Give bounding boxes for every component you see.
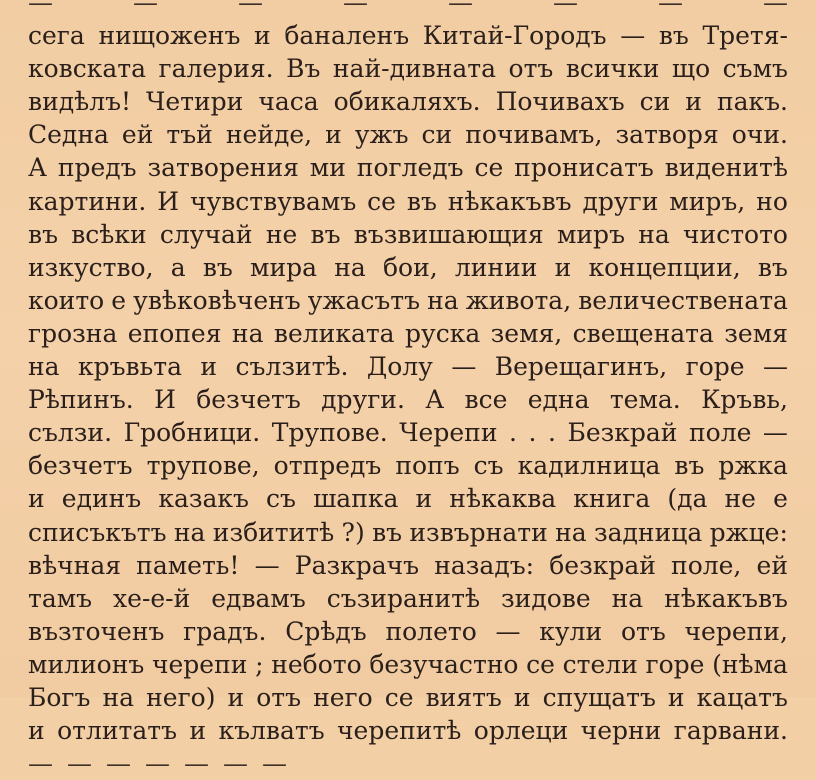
word: линии xyxy=(454,252,538,282)
word: Третя- xyxy=(702,21,788,51)
word: Трупове. xyxy=(271,418,388,448)
word: въ xyxy=(310,219,341,249)
word: черепитѣ xyxy=(337,716,462,746)
word: попъ xyxy=(395,451,460,481)
word: картини. xyxy=(28,186,147,216)
word: отъ xyxy=(620,616,666,646)
word: черни xyxy=(580,716,662,746)
word: черепи, xyxy=(684,616,788,646)
word: и xyxy=(513,682,531,712)
text-line xyxy=(28,615,788,648)
word: — xyxy=(28,0,53,17)
text-line xyxy=(28,549,788,582)
word: ?) xyxy=(341,517,365,547)
word: въ xyxy=(658,21,689,51)
word: случай xyxy=(159,219,253,249)
word: почивамъ, xyxy=(465,120,603,150)
word: — xyxy=(133,0,158,17)
word: — xyxy=(106,749,131,779)
word: що xyxy=(671,54,711,84)
word: епопея xyxy=(127,318,222,348)
word: възточенъ xyxy=(28,616,165,646)
word: затворя xyxy=(615,120,719,150)
word: безучастно xyxy=(369,649,519,679)
word: спущатъ xyxy=(542,682,656,712)
word: А xyxy=(28,153,47,183)
text-line xyxy=(28,52,788,85)
word: тъй xyxy=(166,120,213,150)
word: възвишающия xyxy=(353,219,544,249)
word: е xyxy=(111,285,127,315)
word: Рѣпинъ. xyxy=(28,385,134,415)
word: отлитатъ xyxy=(57,716,177,746)
word: трупове, xyxy=(146,451,260,481)
word: — xyxy=(620,21,646,51)
word: земя, xyxy=(490,318,563,348)
text-line xyxy=(28,118,788,151)
text-line xyxy=(28,482,788,515)
word: И xyxy=(157,186,180,216)
word: Разкрачъ xyxy=(294,550,420,580)
word: Верещагинъ, xyxy=(494,352,668,382)
word: И xyxy=(154,385,176,415)
word: сълзитѣ. xyxy=(235,352,349,382)
word: въ xyxy=(202,252,233,282)
word: тема. xyxy=(609,385,681,415)
word: земя xyxy=(724,318,788,348)
word: — xyxy=(762,418,788,448)
word: отпредъ xyxy=(273,451,382,481)
word: а xyxy=(170,252,186,282)
word: — xyxy=(448,0,473,17)
word: въ xyxy=(28,219,58,249)
word: си xyxy=(421,120,453,150)
word: въ xyxy=(757,252,788,282)
word: — xyxy=(145,749,170,779)
word: поле, xyxy=(671,550,742,580)
text-line xyxy=(28,218,788,251)
word: чувствувамъ xyxy=(189,186,357,216)
word: списъкътъ xyxy=(28,517,167,547)
text-line xyxy=(28,383,788,416)
word: кадилница xyxy=(517,451,661,481)
word: нѣкакъвъ xyxy=(447,186,572,216)
word: . xyxy=(547,418,556,448)
word: — xyxy=(67,749,92,779)
word: и xyxy=(685,87,702,117)
word: — xyxy=(343,0,368,17)
word: други xyxy=(582,186,659,216)
word: отъ xyxy=(508,54,554,84)
word: и xyxy=(254,21,271,51)
word: и xyxy=(28,716,45,746)
word: вѣчная xyxy=(28,550,122,580)
word: на xyxy=(28,352,60,382)
word: не xyxy=(724,484,756,514)
word: е xyxy=(773,484,788,514)
word: живота, xyxy=(465,285,572,315)
word: Черепи xyxy=(399,418,498,448)
word: черепи xyxy=(151,649,248,679)
word: безчетъ xyxy=(196,385,301,415)
word: на xyxy=(638,219,670,249)
word: Гробници. xyxy=(123,418,261,448)
text-line xyxy=(28,648,788,681)
word: небото xyxy=(271,649,362,679)
word: А xyxy=(425,385,445,415)
word: нейде, xyxy=(225,120,313,150)
word: Безкрай xyxy=(567,418,678,448)
word: — xyxy=(762,352,788,382)
word: ей xyxy=(756,550,788,580)
text-line xyxy=(28,681,788,714)
word: все xyxy=(464,385,508,415)
word: — xyxy=(238,0,263,17)
word: тамъ xyxy=(28,583,93,613)
word: ржка xyxy=(718,451,788,481)
word: едвамъ xyxy=(211,583,306,613)
word: на xyxy=(555,517,587,547)
word: на xyxy=(334,252,366,282)
word: него xyxy=(313,682,373,712)
word: баналенъ xyxy=(284,21,410,51)
word: видѣлъ! xyxy=(28,87,132,117)
word: се xyxy=(526,649,555,679)
word: нѣкаква xyxy=(449,484,557,514)
word: въ xyxy=(372,517,403,547)
word: полето xyxy=(385,616,477,646)
word: най-дивната xyxy=(332,54,497,84)
word: шапка xyxy=(313,484,399,514)
text-line xyxy=(28,19,788,52)
word: казакъ xyxy=(158,484,249,514)
word: ; xyxy=(255,649,264,679)
word: бои, xyxy=(382,252,438,282)
word: се xyxy=(474,153,504,183)
word: въ xyxy=(674,451,705,481)
word: безкрай xyxy=(549,550,656,580)
word: предъ xyxy=(57,153,137,183)
word: на xyxy=(102,682,135,712)
word: избититѣ xyxy=(212,517,335,547)
word: погледъ xyxy=(356,153,464,183)
word: (нѣма xyxy=(712,649,788,679)
word: руска xyxy=(405,318,481,348)
text-line xyxy=(28,449,788,482)
word: горе xyxy=(645,649,705,679)
word: назадъ: xyxy=(434,550,535,580)
word: свещената xyxy=(572,318,714,348)
word: се xyxy=(367,186,396,216)
word: Почивахъ xyxy=(495,87,625,117)
word: — xyxy=(262,749,287,779)
text-line xyxy=(28,714,788,747)
text-line xyxy=(28,85,788,118)
word: сълзи. xyxy=(28,418,113,448)
word: ужъ xyxy=(354,120,409,150)
word: Богъ xyxy=(28,682,91,712)
word: и xyxy=(189,716,207,746)
word: обикаляхъ. xyxy=(333,87,481,117)
word: които xyxy=(28,285,105,315)
word: съ xyxy=(266,484,296,514)
word: чистото xyxy=(683,219,788,249)
word: задница xyxy=(594,517,703,547)
word: нищоженъ xyxy=(98,21,241,51)
word: грозна xyxy=(28,318,118,348)
word: градъ. xyxy=(183,616,267,646)
word: и xyxy=(667,682,685,712)
word: кацатъ xyxy=(696,682,788,712)
word: виятъ xyxy=(425,682,502,712)
text-line-cutoff-top xyxy=(28,0,788,19)
word: Седна xyxy=(28,120,109,150)
word: и xyxy=(554,252,572,282)
word: . xyxy=(528,418,537,448)
word: на xyxy=(611,583,644,613)
word: безчетъ xyxy=(28,451,133,481)
word: книга xyxy=(573,484,651,514)
word: Четири xyxy=(146,87,244,117)
text-line-cutoff-bottom xyxy=(28,747,788,780)
word: на xyxy=(231,318,264,348)
word: — xyxy=(184,749,209,779)
word: и xyxy=(28,484,45,514)
word: си xyxy=(639,87,671,117)
text-line xyxy=(28,284,788,317)
word: (да xyxy=(667,484,708,514)
word: не xyxy=(265,219,298,249)
word: гарвани. xyxy=(673,716,788,746)
word: единъ xyxy=(61,484,142,514)
word: него) xyxy=(146,682,216,712)
word: отъ xyxy=(256,682,302,712)
text-line xyxy=(28,416,788,449)
word: — xyxy=(495,616,521,646)
page-text xyxy=(28,0,788,780)
text-line xyxy=(28,582,788,615)
word: Срѣдъ xyxy=(285,616,367,646)
word: очи. xyxy=(731,120,788,150)
word: на xyxy=(427,285,459,315)
word: кълватъ xyxy=(218,716,325,746)
word: орлеци xyxy=(473,716,569,746)
word: — xyxy=(658,0,683,17)
word: увѣковѣченъ xyxy=(133,285,301,315)
word: съзиранитѣ xyxy=(326,583,481,613)
word: и xyxy=(227,682,245,712)
word: зидове xyxy=(501,583,591,613)
word: великата xyxy=(273,318,395,348)
word: други. xyxy=(321,385,405,415)
word: ужасътъ xyxy=(307,285,421,315)
word: . xyxy=(509,418,517,448)
text-line xyxy=(28,317,788,350)
word: и xyxy=(415,484,433,514)
word: миръ xyxy=(556,219,625,249)
word: нѣкакъвъ xyxy=(664,583,788,613)
word: ковската xyxy=(28,54,147,84)
word: виденитѣ xyxy=(664,153,788,183)
word: ржце: xyxy=(709,517,788,547)
word: милионъ xyxy=(28,649,145,679)
word: стели xyxy=(562,649,638,679)
word: затворения xyxy=(147,153,299,183)
word: ми xyxy=(309,153,346,183)
word: една xyxy=(527,385,590,415)
word: галерия. xyxy=(158,54,274,84)
word: паметь! xyxy=(136,550,240,580)
word: въ xyxy=(406,186,437,216)
word: мира xyxy=(250,252,318,282)
word: часа xyxy=(258,87,319,117)
word: — xyxy=(763,0,788,17)
word: хе-е-й xyxy=(113,583,191,613)
word: горе xyxy=(685,352,745,382)
word: миръ, xyxy=(669,186,746,216)
word: Китай-Городъ xyxy=(422,21,607,51)
word: на xyxy=(173,517,206,547)
word: кръвьта xyxy=(78,352,182,382)
text-line xyxy=(28,185,788,218)
word: сега xyxy=(28,21,85,51)
word: всѣки xyxy=(71,219,147,249)
word: поле xyxy=(689,418,752,448)
word: Кръвь, xyxy=(701,385,788,415)
word: — xyxy=(223,749,248,779)
word: съмъ xyxy=(722,54,788,84)
text-line xyxy=(28,251,788,284)
word: и xyxy=(200,352,218,382)
word: и xyxy=(325,120,342,150)
word: — xyxy=(254,550,280,580)
word: кули xyxy=(539,616,603,646)
text-line xyxy=(28,350,788,383)
word: всички xyxy=(565,54,660,84)
word: но xyxy=(756,186,788,216)
word: извърнати xyxy=(409,517,548,547)
word: съ xyxy=(473,451,504,481)
word: пронисатъ xyxy=(514,153,654,183)
word: величествената xyxy=(578,285,788,315)
word: пакъ. xyxy=(716,87,788,117)
word: — xyxy=(28,749,53,779)
word: — xyxy=(451,352,477,382)
text-line xyxy=(28,516,788,549)
word: Въ xyxy=(286,54,321,84)
word: концепции, xyxy=(588,252,741,282)
word: ей xyxy=(121,120,154,150)
word: изкуство, xyxy=(28,252,154,282)
word: — xyxy=(553,0,578,17)
word: се xyxy=(384,682,414,712)
text-line xyxy=(28,151,788,184)
word: Долу xyxy=(366,352,433,382)
